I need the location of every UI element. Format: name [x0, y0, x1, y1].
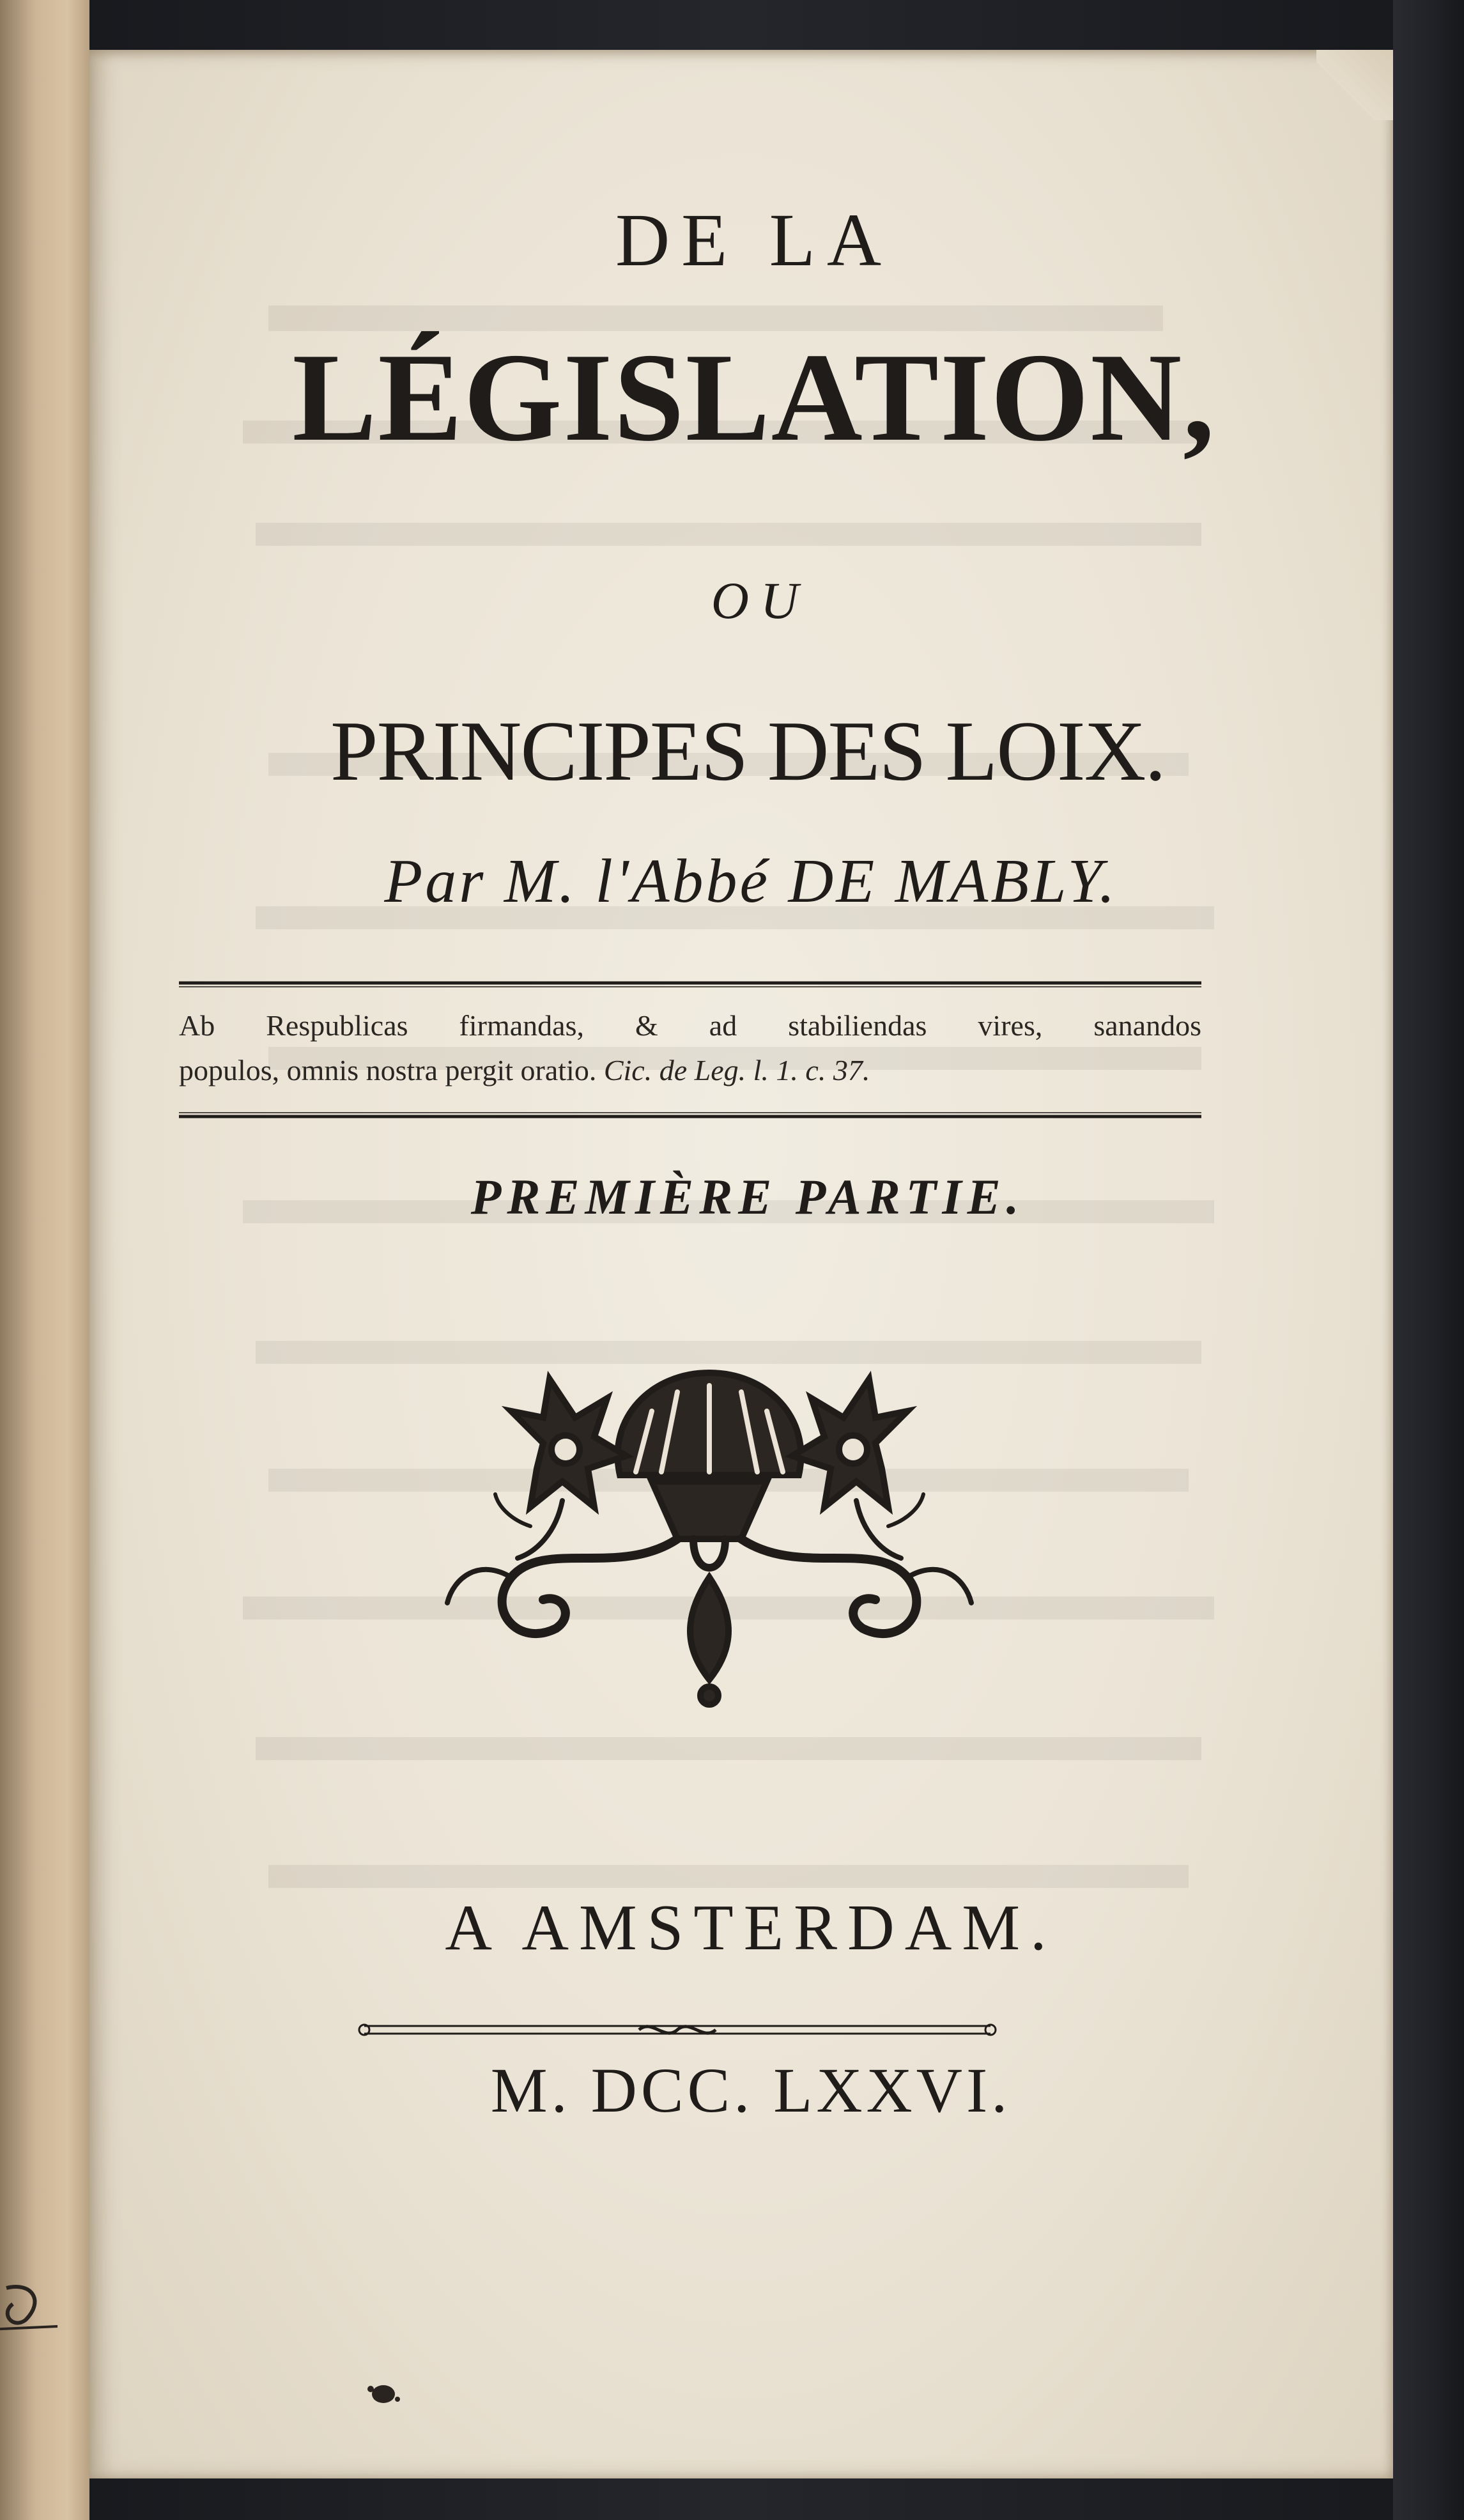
handwritten-mark-icon: [0, 2275, 58, 2333]
double-rule-top: [179, 980, 1201, 989]
imprint-year: M. DCC. LXXVI.: [490, 2055, 1012, 2126]
binding-board-edge: [1393, 0, 1464, 2520]
double-rule-bottom: [179, 1111, 1201, 1120]
previous-page-edge: [0, 0, 89, 2520]
ink-spot-icon: [364, 2376, 403, 2408]
author-line: Par M. l'Abbé DE MABLY.: [384, 847, 1118, 916]
title-line-de-la: DE LA: [615, 198, 893, 282]
title-page: [89, 50, 1393, 2478]
fleuron-ornament-icon: [441, 1347, 978, 1718]
page-corner-wear: [1316, 50, 1393, 120]
subtitle-principes: PRINCIPES DES LOIX.: [330, 704, 1165, 798]
motto-citation: Cic. de Leg. l. 1. c. 37.: [603, 1054, 870, 1086]
imprint-place: A AMSTERDAM.: [445, 1892, 1057, 1964]
motto-line-2: [179, 1053, 1201, 1087]
motto-line-1: Ab Respublicas firmandas, & ad stabiliendas vires, sanandos: [179, 1009, 1201, 1042]
part-heading: PREMIÈRE PARTIE.: [470, 1169, 1025, 1225]
title-line-legislation: LÉGISLATION,: [292, 327, 1216, 467]
motto-text: populos, omnis nostra pergit oratio.: [179, 1054, 597, 1086]
ornamental-rule: [358, 2018, 997, 2041]
title-line-ou: OU: [711, 571, 810, 630]
